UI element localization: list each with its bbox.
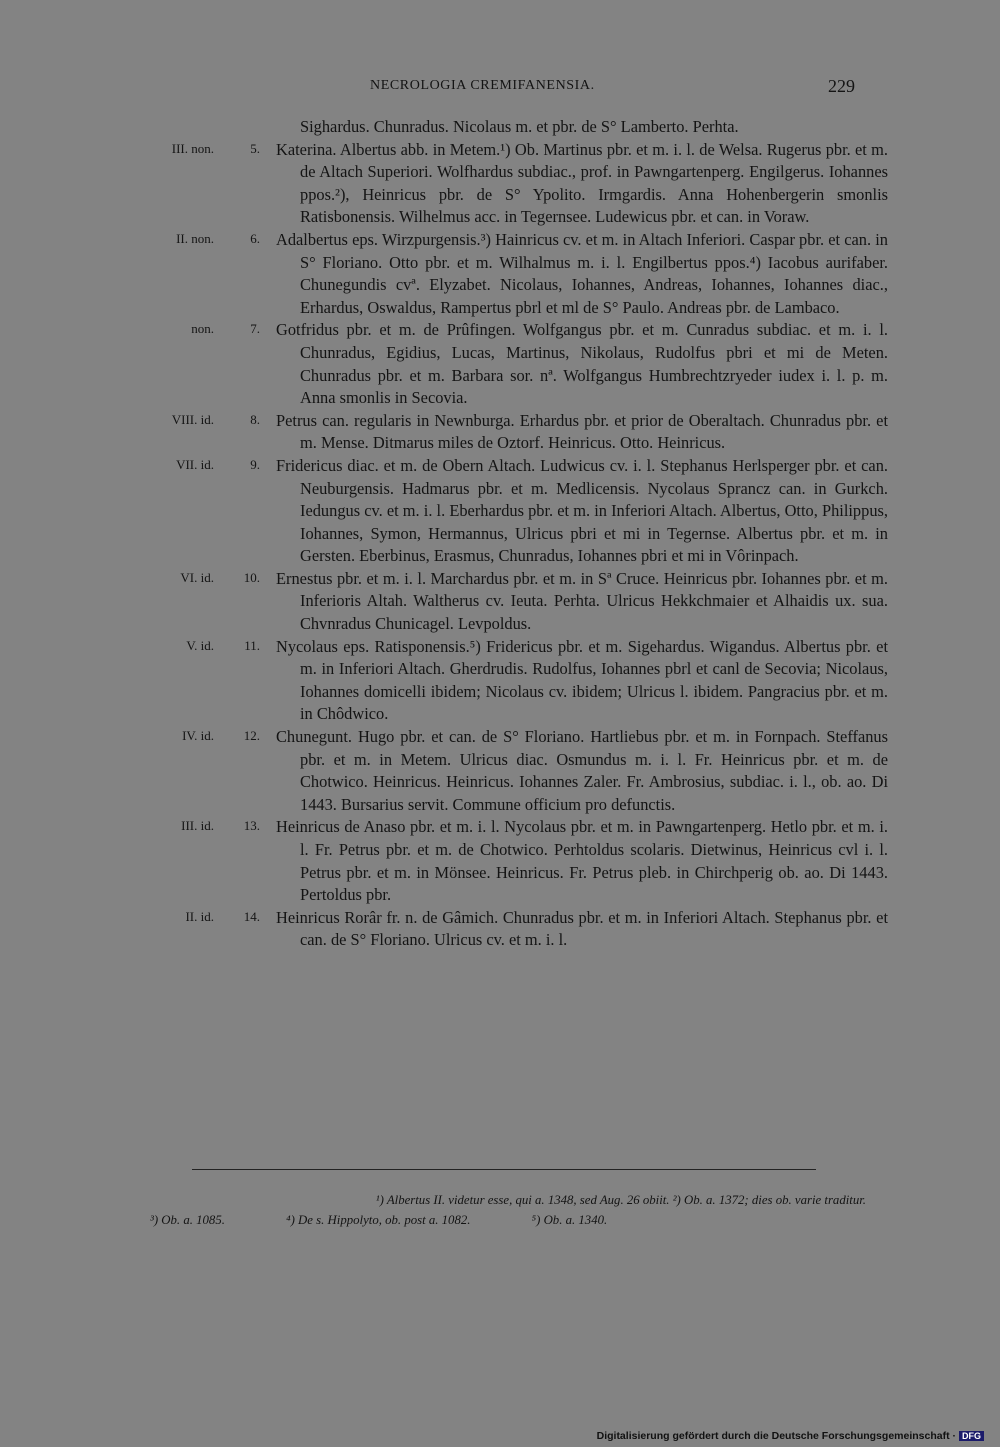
entry-text: Heinricus de Anaso pbr. et m. i. l. Nycolaus pbr. et m. in Pawngartenperg. Hetlo pbr. et m. i. l. Fr. Petrus pbr. et m. de Chotwico. Perhtoldus scolaris. Dietwinus, Heinricus cvl i. l. Petrus pbr. et m. in Mönsee. Heinricus. Fr. Petrus pleb. in Chirchperig ob. ao. Di 1443. Pertoldus pbr. <box>276 817 888 905</box>
footnote-3: ³) Ob. a. 1085. <box>150 1213 225 1227</box>
day-label: non. <box>191 321 214 337</box>
day-number: 10. <box>243 569 260 585</box>
day-label: VII. id. <box>176 456 214 472</box>
entry-text: Nycolaus eps. Ratisponensis.⁵) Fridericus pbr. et m. Sigehardus. Wigandus. Albertus pbr. et m. in Inferiori Altach. Gherdrudis. Rudolfus, Iohannes pbrl et canl de Secovia; Nicolaus, Iohannes domicelli ibidem; Nicolaus cv. ibidem; Ulricus l. ibidem. Pangracius pbr. et m. in Chôdwico. <box>276 636 888 724</box>
day-label: II. non. <box>176 230 214 246</box>
list-item <box>0 410 1000 455</box>
day-number: 5. <box>250 140 260 156</box>
footnote-5: ⁵) Ob. a. 1340. <box>531 1213 608 1227</box>
day-label: II. id. <box>185 908 214 924</box>
entry-text: Heinricus Rorâr fr. n. de Gâmich. Chunradus pbr. et m. in Inferiori Altach. Stephanus pbr. et can. de S° Floriano. Ulricus cv. et m. i. l. <box>276 907 888 950</box>
day-label: III. id. <box>181 818 214 834</box>
list-item <box>0 319 1000 409</box>
day-number: 6. <box>250 230 260 246</box>
necrology-entries <box>0 116 1000 952</box>
entry-text: Chunegunt. Hugo pbr. et can. de S° Floriano. Hartliebus pbr. et m. in Fornpach. Steffanus pbr. et m. in Metem. Ulricus diac. Osmundus m. i. l. Fr. Heinricus pbr. et m. de Chotwico. Heinricus. Heinricus. Iohannes Zaler. Fr. Ambrosius, subdiac. i. l., ob. ao. Di 1443. Bursarius servit. Commune officium pro defunctis. <box>276 727 888 814</box>
list-item <box>0 636 1000 726</box>
footnote-4: ⁴) De s. Hippolyto, ob. post a. 1082. <box>286 1213 471 1227</box>
page-header <box>0 78 1000 102</box>
list-item <box>0 139 1000 229</box>
entry-text: Petrus can. regularis in Newnburga. Erhardus pbr. et prior de Oberaltach. Chunradus pbr. et m. Mense. Ditmarus miles de Oztorf. Heinricus. Otto. Heinricus. <box>276 410 888 453</box>
list-item <box>0 116 1000 139</box>
day-number: 11. <box>244 637 260 653</box>
day-number: 14. <box>243 908 260 924</box>
entry-text: Ernestus pbr. et m. i. l. Marchardus pbr. et m. in Sª Cruce. Heinricus pbr. Iohannes pbr. et m. Inferioris Altah. Waltherus cv. Ieuta. Perhta. Ulricus Hekkchmaier et Alhaidis ux. sua. Chvnradus Chunicagel. Levpoldus. <box>276 568 888 634</box>
list-item <box>0 455 1000 568</box>
entry-text: Gotfridus pbr. et m. de Prûfingen. Wolfgangus pbr. et m. Cunradus subdiac. et m. i. l. Chunradus, Egidius, Lucas, Martinus, Nikolaus, Rudolfus pbri et mi de Meten. Chunradus pbr. et m. Barbara sor. nª. Wolfgangus Humbrechtzryeder iudex i. l. p. m. Anna smonlis in Secovia. <box>276 320 888 408</box>
entry-text: Katerina. Albertus abb. in Metem.¹) Ob. Martinus pbr. et m. i. l. de Welsa. Rugerus pbr. et m. de Altach Superiori. Wolfhardus subdiac., prof. in Pawngartenperg. Engilgerus. Iohannes ppos.²), Heinricus pbr. de S° Ypolito. Irmgardis. Anna Hohenbergerin smonlis Ratisbonensis. Wilhelmus acc. in Tegernsee. Ludewicus pbr. et can. in Voraw. <box>276 139 888 227</box>
day-label: IV. id. <box>182 728 214 744</box>
day-label: III. non. <box>171 140 214 156</box>
digitization-credit <box>597 1430 984 1442</box>
footnote-line <box>150 1210 866 1230</box>
credit-text: Digitalisierung gefördert durch die Deutsche Forschungsgemeinschaft · <box>596 1430 956 1442</box>
entry-text: Fridericus diac. et m. de Obern Altach. Ludwicus cv. i. l. Stephanus Herlsperger pbr. et can. Neuburgensis. Hadmarus pbr. et m. Medlicensis. Nycolaus Sprancz can. in Gurkch. Iedungus cv. et m. i. l. Eberhardus pbr. et m. in Inferiori Altach. Albertus, Otto, Philippus, Iohannes, Symon, Hermannus, Ulricus pbri et mi in Tegernse. Albertus pbr. et m. in Gersten. Eberbinus, Erasmus, Chunradus, Iohannes pbri et mi in Vôrinpach. <box>276 455 888 566</box>
day-label: VI. id. <box>180 569 214 585</box>
day-label: VIII. id. <box>171 411 214 427</box>
day-number: 13. <box>243 818 260 834</box>
day-number: 9. <box>250 456 260 472</box>
list-item <box>0 816 1000 906</box>
dfg-logo: DFG <box>959 1431 984 1441</box>
list-item <box>0 726 1000 816</box>
day-label: V. id. <box>186 637 214 653</box>
page-number: 229 <box>828 76 855 96</box>
footnote-line: ¹) Albertus II. videtur esse, qui a. 1348, sed Aug. 26 obiit. ²) Ob. a. 1372; dies ob. varie traditur. <box>375 1193 866 1207</box>
list-item <box>0 568 1000 636</box>
entry-text: Sighardus. Chunradus. Nicolaus m. et pbr. de S° Lamberto. Perhta. <box>300 117 739 136</box>
day-number: 8. <box>250 411 260 427</box>
day-number: 12. <box>243 728 260 744</box>
footnotes <box>150 1190 866 1230</box>
day-number: 7. <box>250 321 260 337</box>
footnote-divider <box>192 1169 816 1170</box>
entry-text: Adalbertus eps. Wirzpurgensis.³) Hainricus cv. et m. in Altach Inferiori. Caspar pbr. et can. in S° Floriano. Otto pbr. et m. Wilhalmus m. i. l. Engilbertus ppos.⁴) Iacobus aurifaber. Chunegundis cvª. Elyzabet. Nicolaus, Iohannes, Andreas, Iohannes, Iohannes diac., Erhardus, Oswaldus, Rampertus pbrl et ml de S° Paulo. Andreas pbr. de Lambaco. <box>276 229 888 317</box>
running-title: NECROLOGIA CREMIFANENSIA. <box>370 78 595 93</box>
list-item <box>0 907 1000 952</box>
list-item <box>0 229 1000 319</box>
